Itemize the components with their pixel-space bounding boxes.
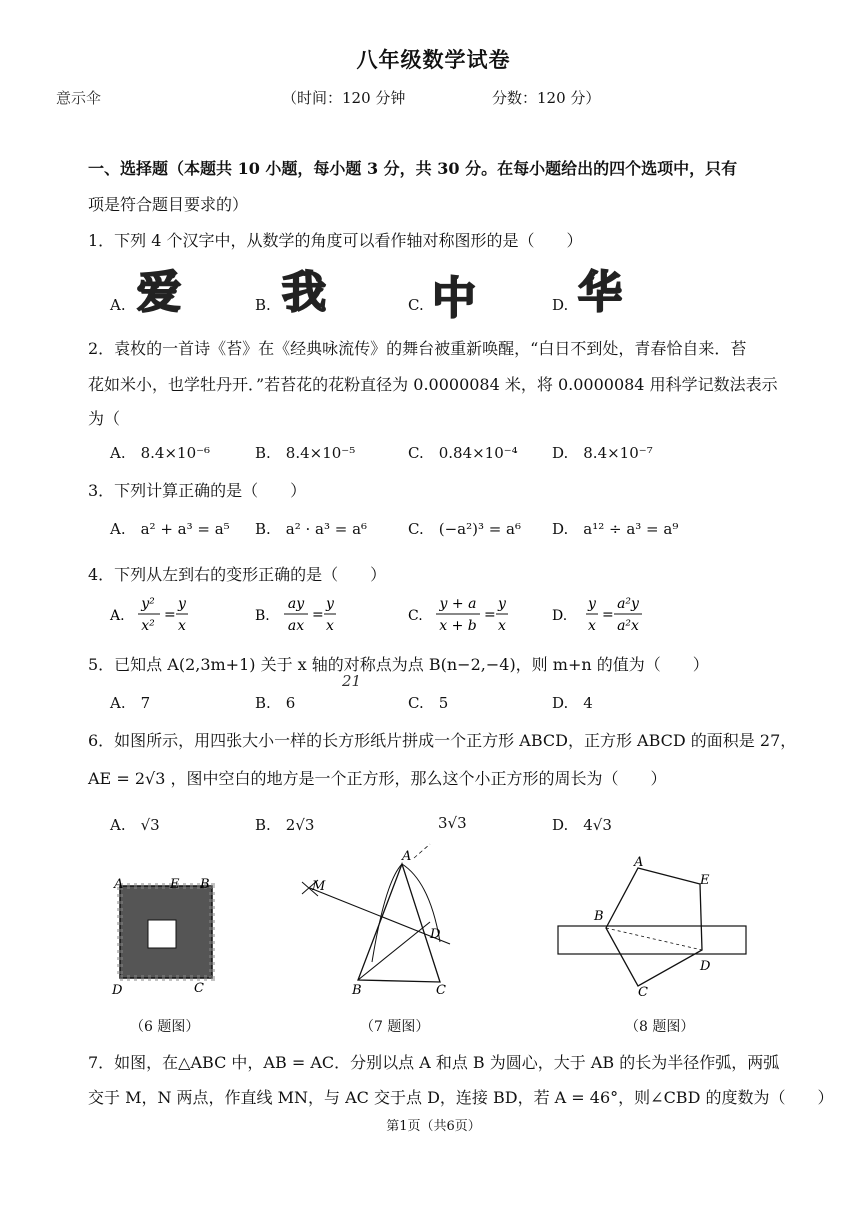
q4-c-den2: x bbox=[498, 618, 506, 634]
page-footer: 第1页（共6页） bbox=[386, 1119, 481, 1134]
question-7-line2: 交于 M，N 两点，作直线 MN，与 AC 交于点 D，连接 BD，若 A = 46°，则∠CBD 的度数为（ ） bbox=[88, 1088, 834, 1107]
q5-option-d: D. 4 bbox=[552, 694, 593, 712]
q4-b-num2: y bbox=[326, 596, 334, 612]
q1-option-c-letter: C. bbox=[408, 296, 424, 314]
question-6-line2: AE = 2√3 ，图中空白的地方是一个正方形，那么这个小正方形的周长为（ ） bbox=[88, 769, 667, 788]
question-3-stem: 3．下列计算正确的是（ ） bbox=[88, 481, 307, 500]
figure-7 bbox=[290, 842, 480, 1002]
fig8-label-a: A bbox=[634, 855, 644, 870]
svg-text:=: = bbox=[164, 607, 176, 623]
q1-option-d-char: 华 bbox=[578, 267, 622, 318]
q3-option-c: C. (−a²)³ = a⁶ bbox=[408, 520, 522, 538]
fig8-caption: （8 题图） bbox=[625, 1019, 695, 1035]
svg-text:=: = bbox=[312, 607, 324, 623]
fig6-label-d: D bbox=[112, 983, 123, 998]
handwritten-scribble: 意示伞 bbox=[56, 89, 102, 107]
question-5-stem: 5．已知点 A(2,3m+1) 关于 x 轴的对称点为点 B(n−2,−4)，则 m+n 的值为（ ） bbox=[88, 655, 709, 674]
q4-a-den1: x² bbox=[141, 618, 155, 634]
q4-b-letter: B. bbox=[255, 608, 270, 624]
question-6-line1: 6．如图所示，用四张大小一样的长方形纸片拼成一个正方形 ABCD，正方形 ABCD 的面积是 27， bbox=[88, 731, 797, 750]
fig7-label-m: M bbox=[312, 879, 326, 894]
q4-b-den2: x bbox=[326, 618, 334, 634]
q4-b-den1: ax bbox=[287, 618, 305, 634]
q4-options bbox=[100, 592, 780, 638]
fig8-label-e: E bbox=[700, 873, 710, 888]
q4-d-num1: y bbox=[588, 596, 596, 612]
q5-option-b: B. 6 bbox=[255, 694, 296, 712]
svg-text:=: = bbox=[602, 607, 614, 623]
q3-option-b: B. a² · a³ = a⁶ bbox=[255, 520, 368, 538]
exam-time: （时间：120 分钟 bbox=[282, 89, 406, 107]
fig7-caption: （7 题图） bbox=[360, 1019, 430, 1035]
fig7-label-a: A bbox=[402, 849, 412, 864]
q4-option-a bbox=[109, 596, 188, 634]
q6-option-d: D. 4√3 bbox=[552, 816, 612, 834]
question-2-line2: 花如米小，也学牡丹开．”若苔花的花粉直径为 0.0000084 米，将 0.0000084 用科学记数法表示 bbox=[88, 375, 778, 394]
fig7-label-b: B bbox=[352, 983, 362, 998]
fig8-label-d: D bbox=[700, 959, 711, 974]
question-2-line1: 2．袁枚的一首诗《苔》在《经典咏流传》的舞台被重新唤醒，“白日不到处，青春恰自来．苔 bbox=[88, 339, 747, 358]
fig6-label-e: E bbox=[170, 877, 180, 892]
q1-option-a-char: 爱 bbox=[137, 267, 181, 318]
fig7-label-c: C bbox=[436, 983, 446, 998]
fig8-label-c: C bbox=[638, 985, 648, 1000]
figure-8 bbox=[552, 852, 752, 1002]
q6-option-a: A. √3 bbox=[110, 816, 160, 834]
q5-scrawl: 21 bbox=[342, 672, 362, 690]
q3-option-a: A. a² + a³ = a⁵ bbox=[110, 520, 230, 538]
q1-option-c-char: 中 bbox=[432, 273, 476, 324]
q6-option-b: B. 2√3 bbox=[255, 816, 315, 834]
q3-option-d: D. a¹² ÷ a³ = a⁹ bbox=[552, 520, 679, 538]
q4-a-num2: y bbox=[178, 596, 186, 612]
q4-d-letter: D. bbox=[552, 608, 568, 624]
fig6-caption: （6 题图） bbox=[130, 1019, 200, 1035]
question-1-stem: 1．下列 4 个汉字中，从数学的角度可以看作轴对称图形的是（ ） bbox=[88, 231, 583, 250]
section-heading: 一、选择题（本题共 10 小题，每小题 3 分，共 30 分。在每小题给出的四个选项中，只有 bbox=[88, 159, 738, 178]
q4-c-letter: C. bbox=[408, 608, 423, 624]
q4-b-num1: ay bbox=[287, 596, 305, 612]
page-title: 八年级数学试卷 bbox=[356, 47, 511, 72]
q2-option-b: B. 8.4×10⁻⁵ bbox=[255, 444, 356, 462]
q1-option-a-letter: A. bbox=[110, 296, 126, 314]
q4-a-den2: x bbox=[178, 618, 186, 634]
q1-option-d-letter: D. bbox=[552, 296, 569, 314]
q5-option-a: A. 7 bbox=[110, 694, 151, 712]
q4-d-num2: a²y bbox=[617, 596, 639, 612]
fig8-label-b: B bbox=[594, 909, 604, 924]
q4-c-den1: x + b bbox=[439, 618, 477, 634]
question-7-line1: 7．如图，在△ABC 中，AB = AC．分别以点 A 和点 B 为圆心，大于 AB 的长为半径作弧，两弧 bbox=[88, 1053, 780, 1072]
exam-score: 分数：120 分） bbox=[492, 89, 601, 107]
q5-option-c: C. 5 bbox=[408, 694, 449, 712]
q4-d-den2: a²x bbox=[617, 618, 639, 634]
question-2-line3: 为（ bbox=[88, 409, 121, 428]
q4-c-num2: y bbox=[498, 596, 506, 612]
q2-option-c: C. 0.84×10⁻⁴ bbox=[408, 444, 518, 462]
question-4-stem: 4．下列从左到右的变形正确的是（ ） bbox=[88, 565, 387, 584]
svg-text:=: = bbox=[484, 607, 496, 623]
section-heading-cont: 项是符合题目要求的） bbox=[88, 195, 249, 214]
fig6-label-a: A bbox=[114, 877, 124, 892]
figure-6 bbox=[100, 868, 230, 998]
q1-option-b-letter: B. bbox=[255, 296, 271, 314]
q4-option-d bbox=[552, 596, 642, 634]
fig7-label-d: D bbox=[430, 927, 441, 942]
fig6-label-c: C bbox=[194, 981, 204, 996]
q4-option-c bbox=[408, 596, 508, 634]
fig6-label-b: B bbox=[200, 877, 210, 892]
q1-option-b-char: 我 bbox=[282, 267, 326, 318]
q4-a-num1: y² bbox=[141, 596, 155, 612]
q4-c-num1: y + a bbox=[439, 596, 477, 612]
q4-option-b bbox=[255, 596, 336, 634]
q6-option-c: 3√3 bbox=[438, 814, 467, 832]
q2-option-d: D. 8.4×10⁻⁷ bbox=[552, 444, 653, 462]
q2-option-a: A. 8.4×10⁻⁶ bbox=[110, 444, 211, 462]
q4-a-letter: A. bbox=[110, 608, 125, 624]
q4-d-den1: x bbox=[588, 618, 596, 634]
